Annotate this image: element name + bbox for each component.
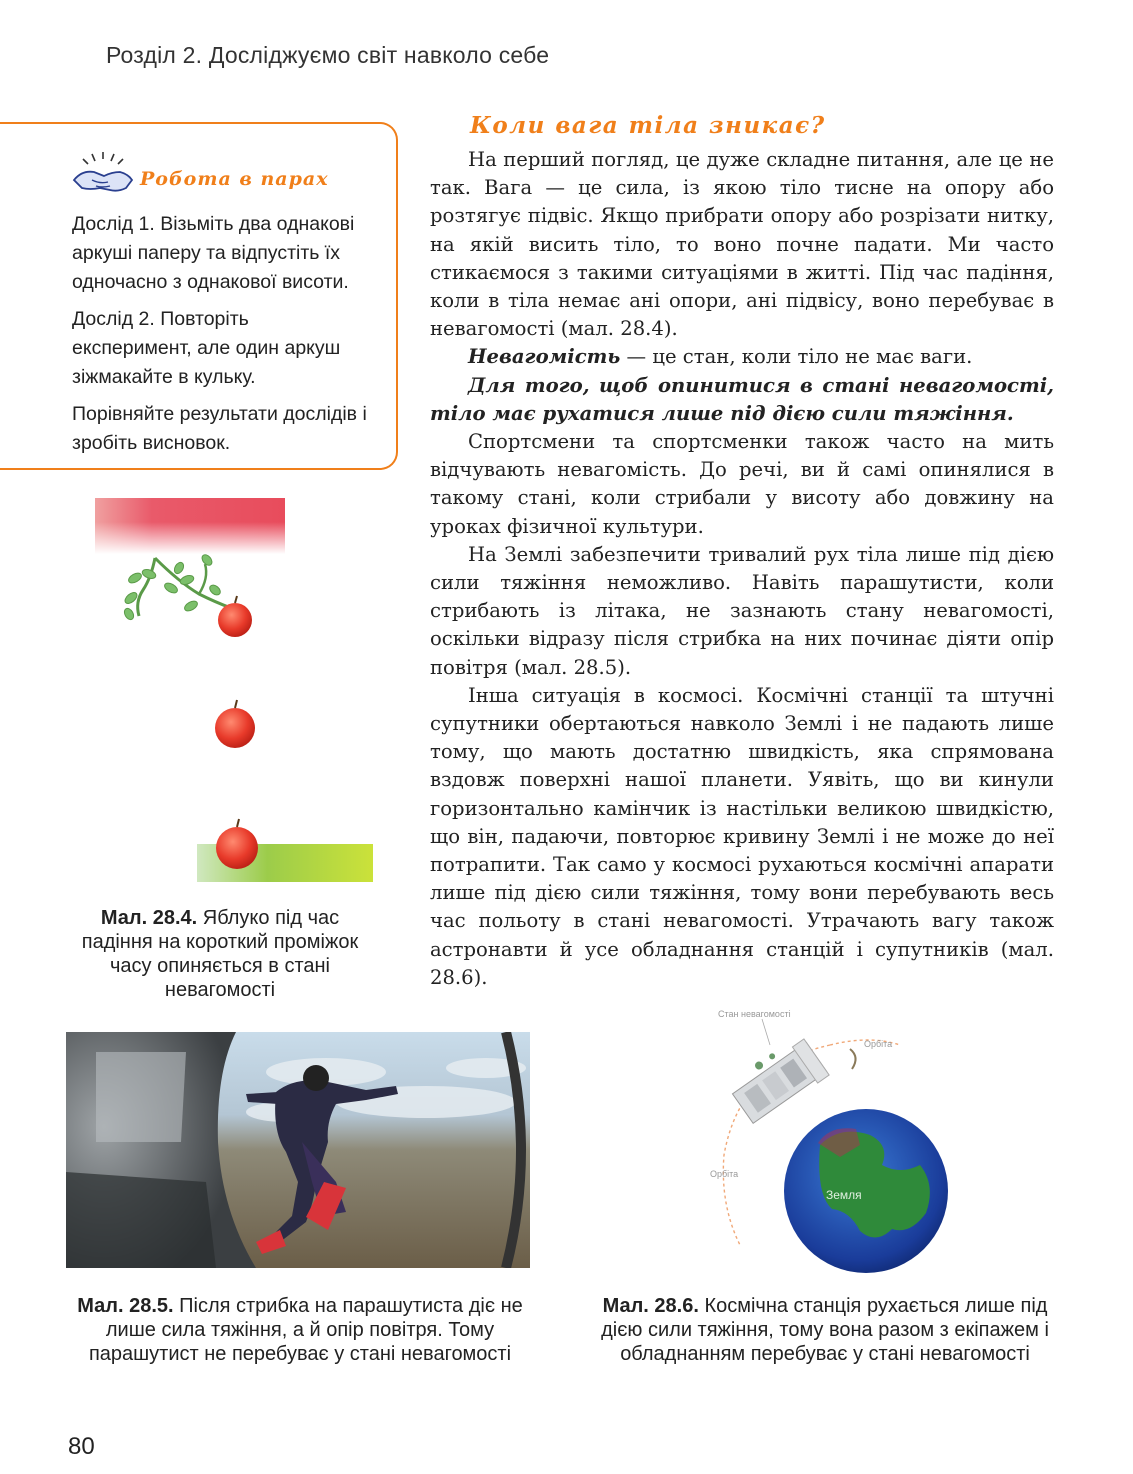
body-text (430, 146, 1054, 992)
diagram-label-state: Стан невагомості (718, 1009, 791, 1019)
body-paragraph: Спортсмени та спортсменки також часто на мить відчувають невагомість. До речі, ви й самі опинялися в такому стані, коли стрибали у висоту або довжину на уроках фізичної культури. (430, 430, 1054, 538)
body-paragraph: Інша ситуація в космосі. Космічні станції та штучні супутники обертаються навколо Землі і не падають лише тому, що мають достатню швидкість, яка спрямована вздовж поверхні нашої планети. Уявіть, що ви кинули горизонтально камінчик із настільки великою швидкістю, що він, падаючи, повторює кривину Землі і не може до неї потрапити. Так само у космосі рухаються космічні апарати лише під дією сили тяжіння, тому вони перебувають весь час польоту в стані невагомості. Утрачають вагу також астронавти й усе обладнання станцій і супутників (мал. 28.6). (430, 683, 1054, 989)
pair-work-text (72, 210, 372, 466)
diagram-label-earth: Земля (826, 1188, 862, 1202)
diagram-label-orbit-left: Орбіта (710, 1169, 739, 1179)
rule-paragraph: Для того, щоб опинитися в стані невагомості, тіло має рухатися лише під дією сили тяжіння. (430, 373, 1054, 425)
figure-caption-28-6 (600, 1294, 1050, 1366)
handshake-icon (70, 150, 136, 198)
figure-caption-28-5 (60, 1294, 540, 1366)
caption-text: Після стрибка на парашутиста діє не лише сила тяжіння, а й опір повітря. Тому парашутист не перебуває у стані невагомості (88, 1295, 523, 1365)
page-number: 80 (68, 1433, 95, 1460)
caption-label: Мал. 28.4. (100, 907, 198, 929)
pair-work-title: Робота в парах (140, 168, 329, 190)
pair-work-paragraph: Порівняйте результати дослідів і зробіть висновок. (72, 403, 367, 454)
pair-work-paragraph: Дослід 1. Візьміть два однакові аркуші паперу та відпустіть їх одночасно з однакової висоти. (72, 213, 355, 293)
definition-text: — це стан, коли тіло не має ваги. (620, 345, 973, 369)
pair-work-heading (70, 150, 370, 200)
chapter-header: Розділ 2. Досліджуємо світ навколо себе (106, 42, 550, 68)
body-paragraph: На перший погляд, це дуже складне питання, але це не так. Вага — це сила, із якою тіло тисне на опору або розтягує підвіс. Якщо прибрати опору або розрізати нитку, на якій висить тіло, то воно почне падати. Ми часто стикаємося з такими ситуаціями в житті. Під час падіння, коли в тіла немає ані опори, ані підвісу, воно перебуває в невагомості (мал. 28.4). (430, 148, 1054, 341)
figure-caption-28-4 (70, 906, 370, 1002)
caption-text: Космічна станція рухається лише під дією сили тяжіння, тому вона разом з екіпажем і обладнанням перебуває у стані невагомості (601, 1295, 1049, 1365)
body-paragraph: На Землі забезпечити тривалий рух тіла лише під дією сили тяжіння неможливо. Навіть парашутисти, коли стрибають із літака, не зазнають стану невагомості, оскільки відразу після стрибка на них починає діяти опір повітря (мал. 28.5). (430, 542, 1054, 679)
caption-text: Яблуко під час падіння на короткий проміжок часу опиняється в стані невагомості (81, 907, 359, 1001)
caption-label: Мал. 28.5. (77, 1295, 174, 1317)
figure-space-station (700, 1005, 960, 1275)
caption-label: Мал. 28.6. (602, 1295, 699, 1317)
section-title: Коли вага тіла зникає? (470, 112, 826, 139)
figure-skydiver (66, 1032, 530, 1268)
figure-falling-apple (95, 498, 375, 890)
definition-paragraph (430, 343, 1054, 371)
definition-term: Невагомість (468, 345, 621, 369)
pair-work-paragraph: Дослід 2. Повторіть експеримент, але один аркуш зіжмакайте в кульку. (72, 308, 341, 388)
diagram-label-orbit-top: Орбіта (864, 1039, 893, 1049)
